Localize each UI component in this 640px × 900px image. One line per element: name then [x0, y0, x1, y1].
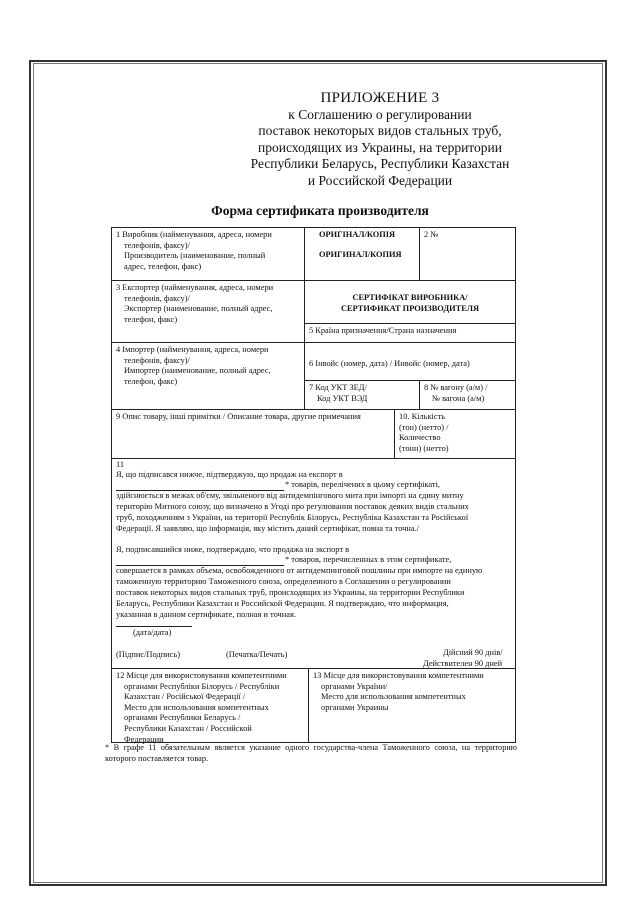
box-10-line: (тонн) (нетто) [399, 443, 449, 453]
declaration-ru-line: указанная в данном сертификате, полная и точная. [116, 610, 296, 619]
box-13-line: органами України/ [321, 681, 388, 691]
certificate-title: СЕРТИФІКАТ ВИРОБНИКА/ [352, 293, 468, 302]
box-12-line: Казахстан / Російської Федерації / [124, 692, 246, 702]
box-4-line: 4 Імпортер (найменування, адреса, номери [116, 345, 269, 354]
certificate-title-box [304, 280, 516, 324]
annex-header [230, 90, 530, 190]
box-3-exporter[interactable] [111, 280, 305, 343]
box-1-producer[interactable] [111, 227, 305, 281]
box-7-code[interactable] [304, 380, 420, 410]
annex-line: происходящих из Украины, на территории [258, 139, 502, 155]
annex-heading: ПРИЛОЖЕНИЕ 3 [320, 90, 440, 106]
box-4-line: телефон, факс) [124, 376, 178, 386]
box-10-line: (тон) (нетто) / [399, 422, 449, 432]
box-12-line: Республики Казахстан / Российской [124, 723, 252, 733]
box-3-line: 3 Експортер (найменування, адреса, номери [116, 283, 274, 292]
box-5-label: 5 Країна призначення/Страна назначения [309, 326, 457, 335]
box-12-line: органами Республіки Білорусь / Республіки [124, 681, 280, 691]
box-8-line: № вагона (а/м) [432, 393, 485, 403]
declaration-ru-line: * товаров, перечисленных в этом сертификате, [285, 555, 452, 564]
declaration-ru-line: таможенную территорию Таможенного союза, определенного в Соглашении о регулировании [116, 577, 451, 586]
validity-ru: Действителен 90 дней [423, 659, 503, 668]
box-10-line: Количество [399, 433, 441, 443]
stamp-label: (Печатка/Печать) [226, 650, 288, 659]
box-5-destination[interactable] [304, 323, 516, 343]
box-2-number[interactable] [419, 227, 516, 281]
box-7-line: 7 Код УКТ ЗЕД/ [309, 383, 367, 392]
declaration-ua-line: * товарів, перелічених в цьому сертифікаті, [285, 480, 441, 489]
box-1-line: адрес, телефон, факс) [124, 261, 202, 271]
box-6-invoice[interactable] [304, 342, 516, 381]
date-blank[interactable] [116, 626, 192, 627]
annex-line: и Российской Федерации [307, 172, 453, 188]
box-7-line: Код УКТ ВЭД [317, 393, 368, 403]
declaration-ua-line: здійснюється в межах об'єму, звільненого від антидемпінгового мита при імпорті на єдину митну [116, 491, 464, 500]
validity-ua: Дійсний 90 днів/ [443, 648, 503, 657]
box-1-line: 1 Виробник (найменування, адреса, номери [116, 230, 272, 239]
box-4-line: Импортер (наименование, полный адрес, [124, 366, 271, 376]
box-1-line: телефонів, факсу)/ [124, 240, 190, 250]
box-6-label: 6 Інвойс (номер, дата) / Инвойс (номер, дата) [309, 359, 470, 368]
box-13-authorities-ukraine[interactable] [308, 668, 516, 743]
box-3-line: Экспортер (наименование, полный адрес, [124, 304, 273, 314]
original-label: ОРИГІНАЛ/КОПІЯ [319, 230, 396, 239]
box-3-line: телефонів, факсу)/ [124, 293, 190, 303]
box-1-line: Производитель (наименование, полный [124, 251, 266, 261]
box-12-line: Федерации [124, 734, 164, 744]
box-8-wagon[interactable] [419, 380, 516, 410]
box-2-label: 2 № [424, 230, 439, 239]
declaration-ua-line: Федерації. Я заявляю, що інформація, яку містить даний сертифікат, повна та точна./ [116, 524, 419, 533]
box-13-line: органами Украины [321, 702, 389, 712]
declaration-ru-line: поставок некоторых видов стальных труб, происходящих из Украины, на территории Республики [116, 588, 465, 597]
original-label: ОРИГИНАЛ/КОПИЯ [319, 249, 402, 259]
declaration-ua-line: труб, походженням з України, на території Республік Білорусь, Республіка Казахстан та Російської [116, 513, 469, 522]
declaration-ua-line: Я, що підписався нижче, підтверджую, що продаж на експорт в [116, 470, 343, 479]
box-12-line: органами Республики Беларусь / [124, 713, 241, 723]
declaration-ru-line: Беларусь, Республики Казахстан и Российской Федерации. Я подтверждаю, что информация, [116, 599, 449, 608]
box-4-line: телефонів, факсу)/ [124, 355, 190, 365]
box-3-line: телефон, факс) [124, 314, 178, 324]
box-10-line: 10. Кількість [399, 412, 446, 421]
box-13-line: Место для использования компетентных [321, 692, 466, 702]
box-12-authorities-customs-union[interactable] [111, 668, 309, 743]
date-label: (дата/дата) [133, 628, 172, 637]
box-12-line: 12 Місце для використовування компетентними [116, 671, 287, 680]
declaration-ru-line: Я, подписавшийся ниже, подтверждаю, что продажа на экспорт в [116, 545, 350, 554]
box-9-description[interactable] [111, 409, 395, 459]
box-8-line: 8 № вагону (а/м) / [424, 383, 488, 392]
annex-line: Республики Беларусь, Республики Казахстан [250, 156, 510, 172]
form-title: Форма сертификата производителя [211, 203, 429, 218]
box-10-quantity[interactable] [394, 409, 516, 459]
box-9-label: 9 Опис товару, інші примітки / Описание товара, другие примечания [116, 412, 361, 421]
box-4-importer[interactable] [111, 342, 305, 410]
certificate-title: СЕРТИФИКАТ ПРОИЗВОДИТЕЛЯ [340, 303, 480, 313]
declaration-ua-line: територію Митного союзу, що визначено в Угоді про регулювання поставок деяких видів стальних [116, 502, 469, 511]
box-12-line: Место для использования компетентных [124, 702, 269, 712]
box-13-line: 13 Місце для використовування компетентними [313, 671, 484, 680]
declaration-ru-line: совершается в рамках объема, освобожденного от антидемпинговой пошлины при импорте на единую [116, 566, 483, 575]
box-11-number: 11 [116, 460, 125, 469]
footnote: * В графе 11 обязательным является указание одного государства-члена Таможенного союза, на территорию которого поставляется товар. [105, 743, 517, 763]
annex-line: поставок некоторых видов стальных труб, [258, 123, 502, 139]
signature-label: (Підпис/Подпись) [116, 650, 180, 659]
original-copy-box [304, 227, 420, 281]
annex-line: к Соглашению о регулировании [288, 106, 472, 122]
